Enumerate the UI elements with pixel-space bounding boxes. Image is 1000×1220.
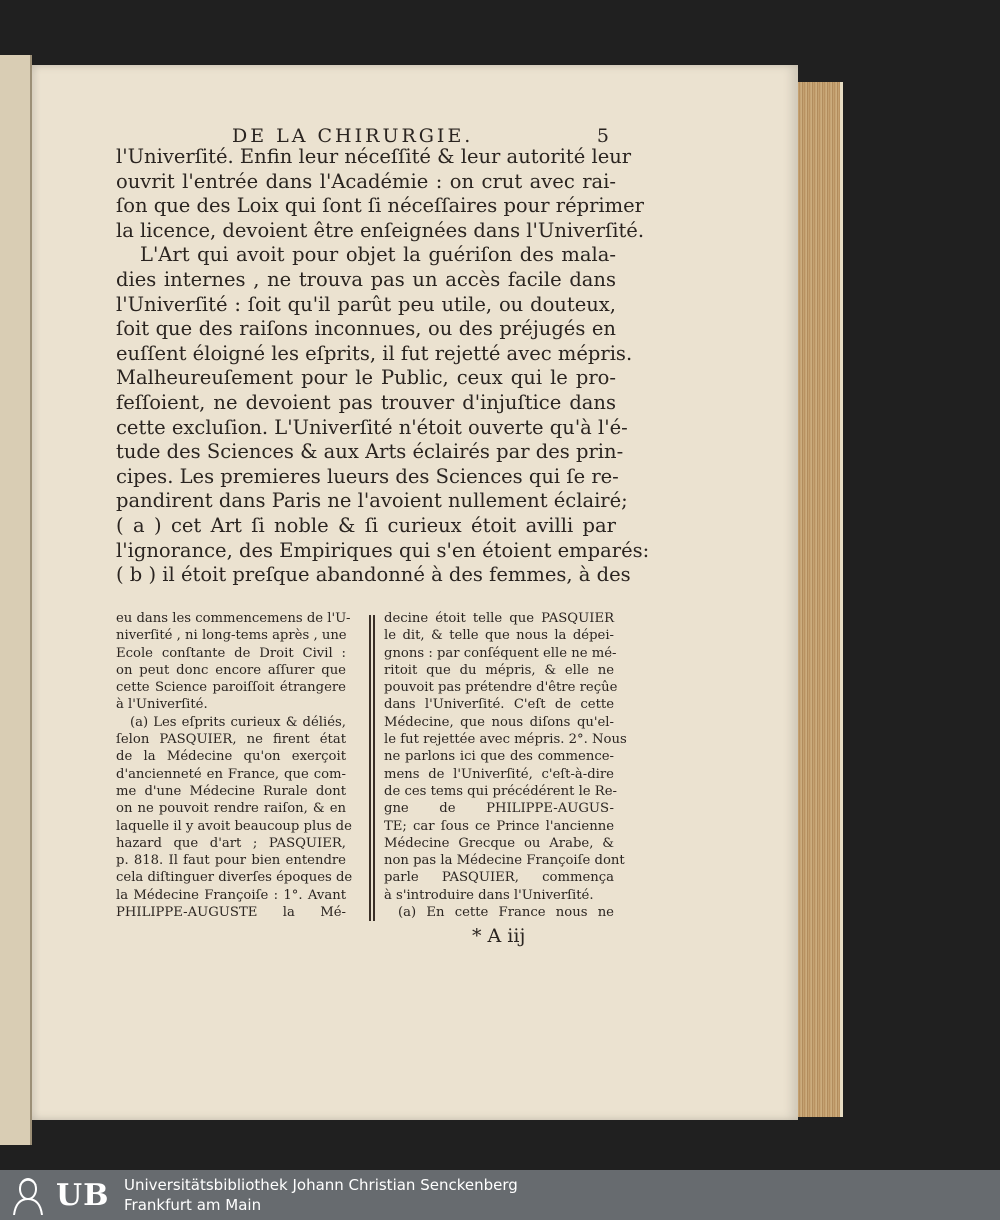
note-line: Médecine Grecque ou Arabe, & <box>384 835 614 851</box>
text-line: dies internes , ne trouva pas un accès facile dans <box>116 267 616 291</box>
note-line: non pas la Médecine Françoiſe dont <box>384 853 625 869</box>
library-logo[interactable] <box>4 1175 116 1215</box>
text-line: Malheureuſement pour le Public, ceux qui le pro- <box>116 366 616 390</box>
note-line: d'ancienneté en France, que com- <box>116 766 346 782</box>
note-line: ritoit que du mépris, & elle ne <box>384 662 614 678</box>
text-line: la licence, devoient être enſeignées dans l'Univerſité. <box>116 218 645 242</box>
note-line: PHILIPPE-AUGUSTE la Mé- <box>116 905 346 921</box>
footnote-column-right <box>384 610 627 921</box>
main-text <box>116 145 650 588</box>
text-line: ouvrit l'entrée dans l'Académie : on crut avec rai- <box>116 169 616 193</box>
note-line: pouvoit pas prétendre d'être reçûe <box>384 680 618 696</box>
page-edges <box>798 82 843 1117</box>
note-line: eu dans les commencemens de l'U- <box>116 611 351 626</box>
text-line: ſoit que des raiſons inconnues, ou des préjugés en <box>116 317 616 341</box>
note-line: à l'Univerſité. <box>116 697 208 713</box>
text-line: ſon que des Loix qui ſont ſi néceſſaires pour réprimer <box>116 194 645 218</box>
note-line: de ces tems qui précédérent le Re- <box>384 783 617 799</box>
column-rule <box>373 615 375 921</box>
note-line: Ecole conſtante de Droit Civil : <box>116 645 346 661</box>
note-line: le fut rejettée avec mépris. 2°. Nous <box>384 732 627 748</box>
note-line: hazard que d'art ; PASQUIER, <box>116 835 346 851</box>
note-line: on peut donc encore aſſurer que <box>116 662 346 678</box>
note-line: laquelle il y avoit beaucoup plus de <box>116 818 352 834</box>
text-line: ( b ) il étoit preſque abandonné à des femmes, à des <box>116 563 631 587</box>
note-line: p. 818. Il faut pour bien entendre <box>116 853 346 869</box>
header-title: DE LA CHIRURGIE. <box>232 125 474 147</box>
library-city: Frankfurt am Main <box>124 1196 262 1214</box>
column-rule <box>369 615 371 921</box>
text-line: cipes. Les premieres lueurs des Sciences qui ſe re- <box>116 464 619 488</box>
note-line: gne de PHILIPPE-AUGUS- <box>384 801 614 817</box>
note-line: (a) Les eſprits curieux & déliés, <box>130 714 346 730</box>
note-line: TE; car ſous ce Prince l'ancienne <box>384 818 614 834</box>
text-line: l'Univerſité : ſoit qu'il parût peu utile, ou douteux, <box>116 292 616 316</box>
note-line: me d'une Médecine Rurale dont <box>116 783 346 799</box>
note-line: la Médecine Françoiſe : 1°. Avant <box>116 887 346 903</box>
note-line: de la Médecine qu'on exerçoit <box>116 749 346 765</box>
text-line: pandirent dans Paris ne l'avoient nullement éclairé; <box>116 489 628 513</box>
text-line: tude des Sciences & aux Arts éclairés par des prin- <box>116 440 624 464</box>
note-line: dans l'Univerſité. C'eſt de cette <box>384 697 614 713</box>
library-name: Universitätsbibliothek Johann Christian Senckenberg <box>124 1176 518 1194</box>
footnote-column-left <box>116 610 353 921</box>
note-line: on ne pouvoit rendre raiſon, & en <box>116 801 346 817</box>
note-line: le dit, & telle que nous la dépei- <box>384 628 614 644</box>
page-number: 5 <box>596 125 612 147</box>
text-line: l'Univerſité. Enfin leur néceſſité & leur autorité leur <box>116 145 632 168</box>
note-line: à s'introduire dans l'Univerſité. <box>384 887 594 903</box>
text-line: cette excluſion. L'Univerſité n'étoit ouverte qu'à l'é- <box>116 415 628 439</box>
left-page-edge <box>0 55 32 1145</box>
senckenberg-portrait-icon <box>4 1175 50 1215</box>
signature-mark: * A iij <box>472 925 526 947</box>
text-line: feſſoient, ne devoient pas trouver d'injuſtice dans <box>116 390 616 414</box>
note-line: gnons : par conſéquent elle ne mé- <box>384 645 617 661</box>
note-line: cette Science paroiſſoit étrangere <box>116 680 346 696</box>
book-page <box>32 65 798 1120</box>
text-line: euſſent éloigné les eſprits, il fut rejetté avec mépris. <box>116 341 633 365</box>
note-line: parle PASQUIER, commença <box>384 870 614 886</box>
text-line: L'Art qui avoit pour objet la guériſon des mala- <box>140 243 616 267</box>
note-line: decine étoit telle que PASQUIER <box>384 611 614 626</box>
text-line: ( a ) cet Art ſi noble & ſi curieux étoit avilli par <box>116 513 616 537</box>
note-line: ne parlons ici que des commence- <box>384 749 614 765</box>
note-line: niverſité , ni long-tems après , une <box>116 628 347 644</box>
note-line: (a) En cette France nous ne <box>398 905 614 921</box>
text-line: l'ignorance, des Empiriques qui s'en étoient emparés: <box>116 538 650 562</box>
note-line: Médecine, que nous diſons qu'el- <box>384 714 614 730</box>
running-header <box>232 125 612 147</box>
library-footer <box>0 1170 1000 1220</box>
note-line: ſelon PASQUIER, ne firent état <box>116 732 346 748</box>
logo-text: UB <box>56 1177 110 1213</box>
note-line: mens de l'Univerſité, c'eſt-à-dire <box>384 766 614 782</box>
note-line: cela diſtinguer diverſes époques de <box>116 870 353 886</box>
